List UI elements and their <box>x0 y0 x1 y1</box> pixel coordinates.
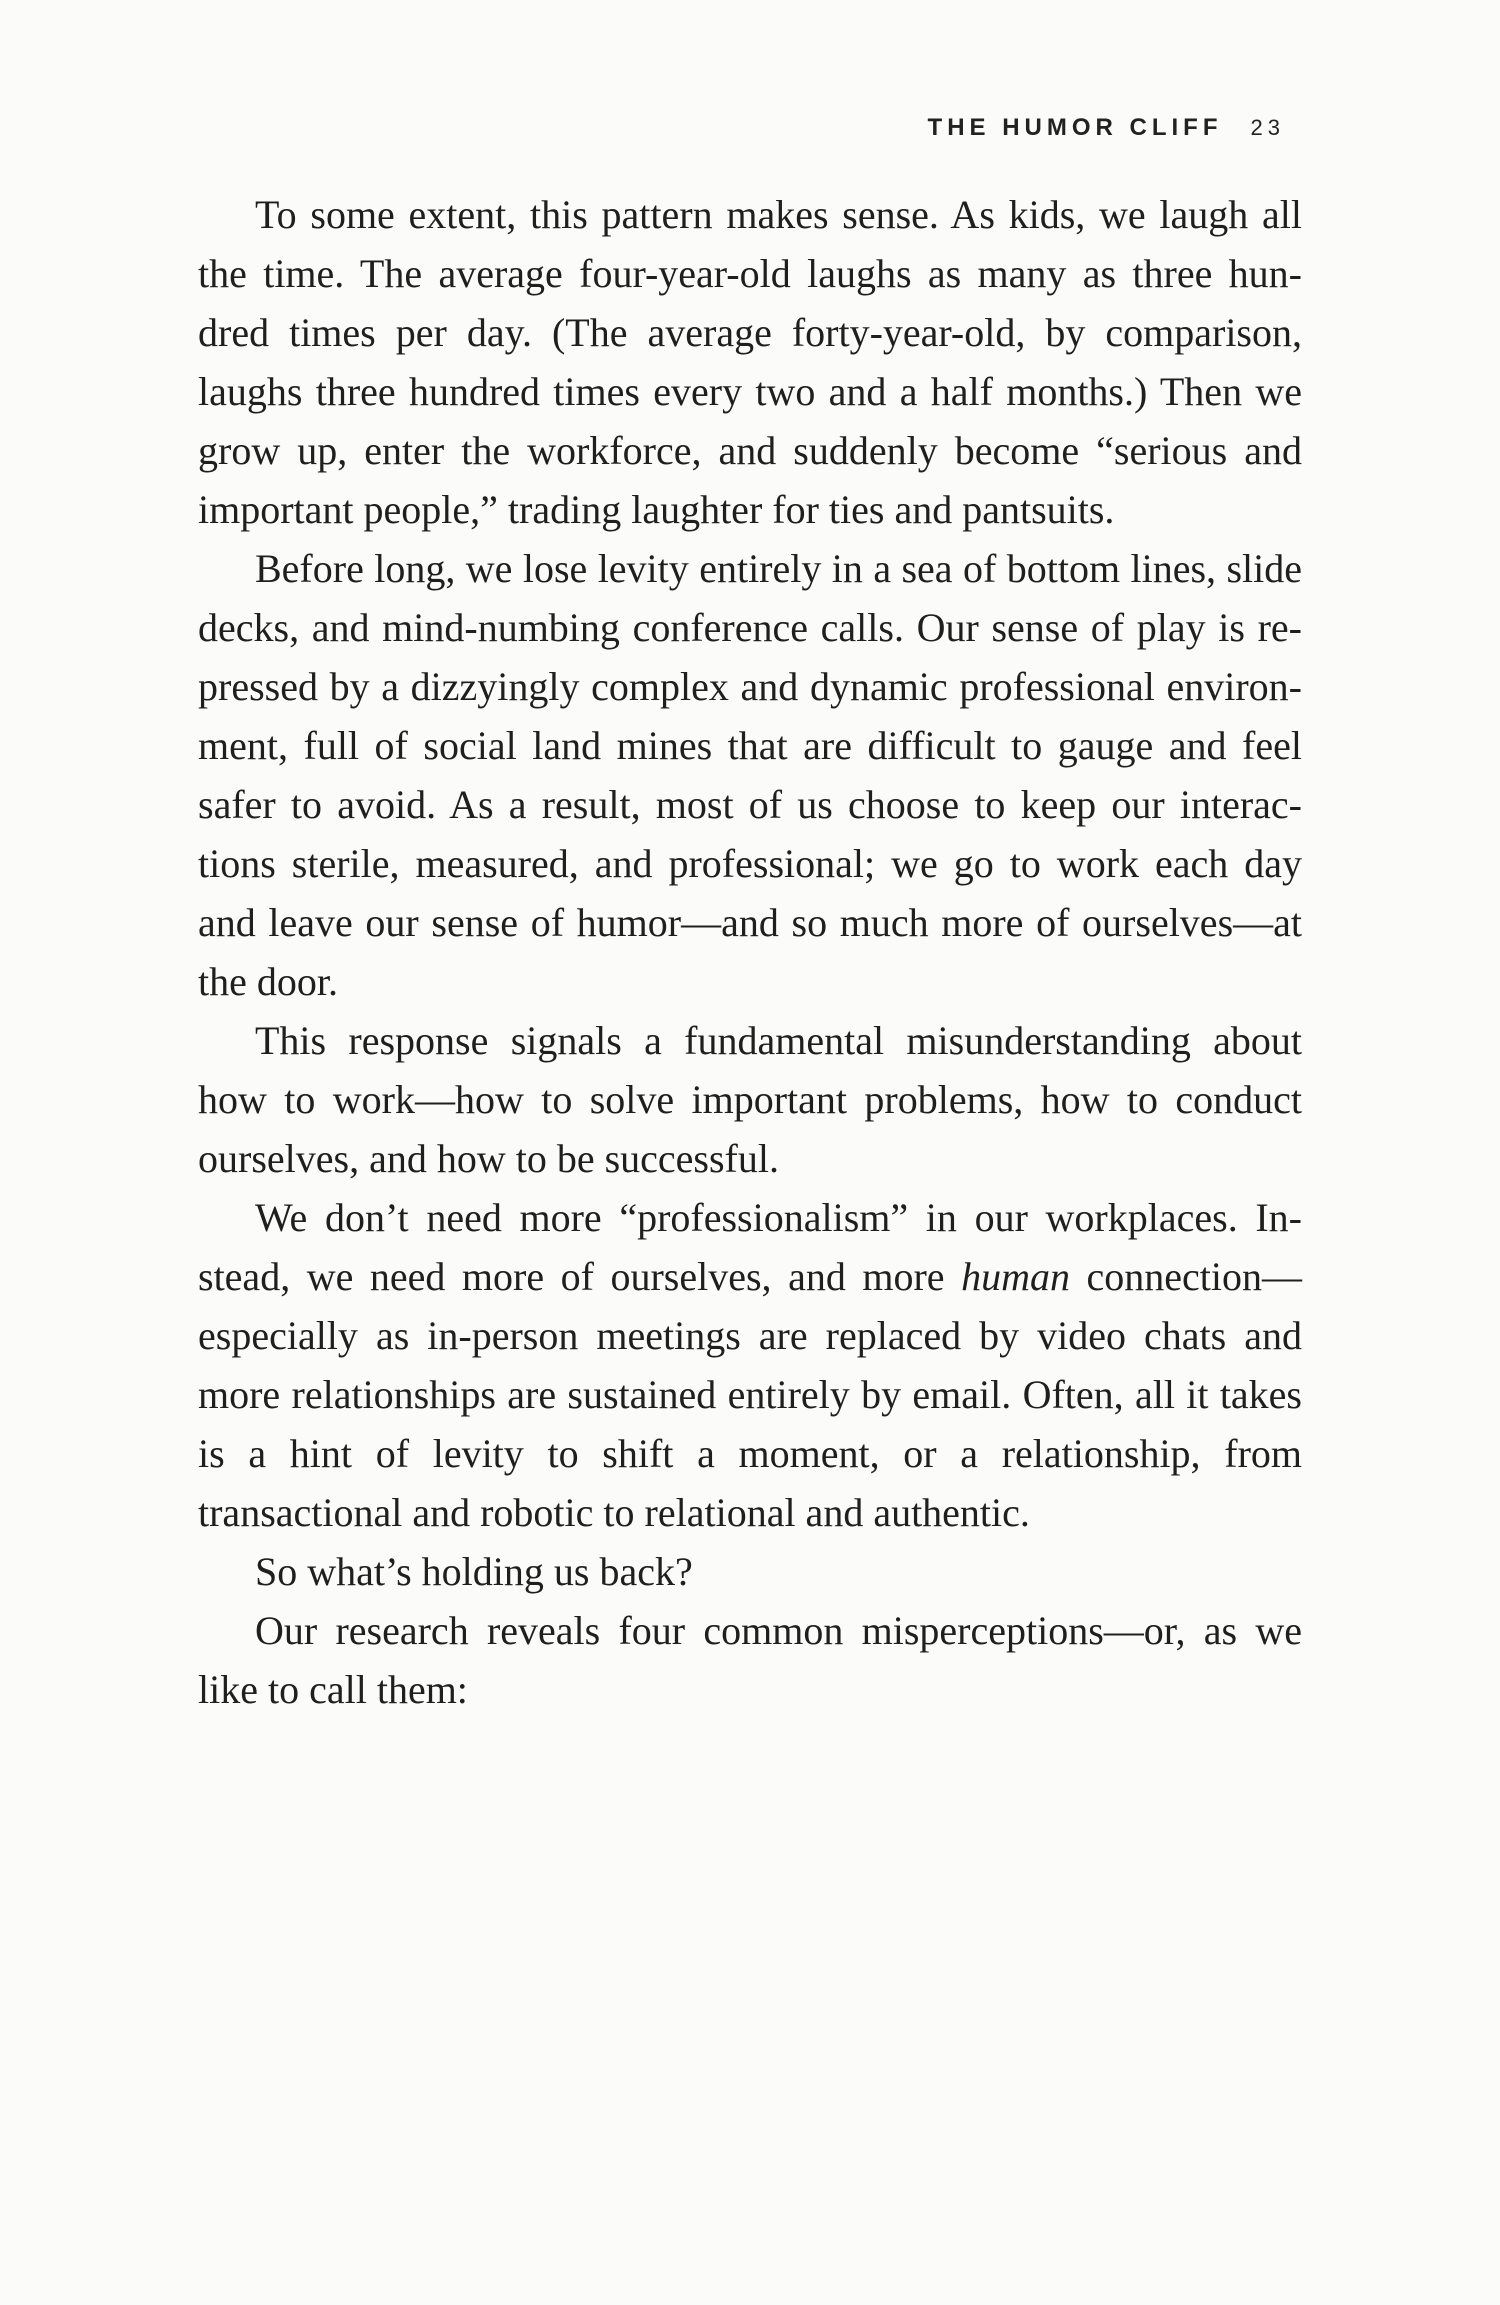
running-title: THE HUMOR CLIFF <box>927 114 1223 141</box>
paragraph-4-before-emphasis: We don’t need more “professionalism” in our workplaces. In-stead, we need more of ourselves, and more <box>198 1195 1302 1299</box>
paragraph-1: To some extent, this pattern makes sense. As kids, we laugh all the time. The average four-year-old laughs as many as three hun-dred times per day. (The average forty-year-old, by comparison, laughs three hundred times every two and a half months.) Then we grow up, enter the workforce, and suddenly become “serious and important people,” trading laughter for ties and pantsuits. <box>198 192 1302 532</box>
body-text <box>198 185 1302 1719</box>
page-number: 23 <box>1250 115 1285 140</box>
emphasized-word: human <box>961 1254 1070 1299</box>
paragraph-2: Before long, we lose levity entirely in a sea of bottom lines, slide decks, and mind-numbing conference calls. Our sense of play is re-pressed by a dizzyingly complex and dynamic professional environ-ment, full of social land mines that are difficult to gauge and feel safer to avoid. As a result, most of us choose to keep our interac-tions sterile, measured, and professional; we go to work each day and leave our sense of humor—and so much more of ourselves—at the door. <box>198 546 1302 1004</box>
paragraph-3: This response signals a fundamental misunderstanding about how to work—how to solve important problems, how to conduct ourselves, and how to be successful. <box>198 1018 1302 1181</box>
running-header <box>928 114 1285 142</box>
paragraph-6: Our research reveals four common misperceptions—or, as we like to call them: <box>198 1608 1302 1712</box>
paragraph-4-after-emphasis: connection—especially as in-person meetings are replaced by video chats and more relationships are sustained entirely by email. Often, all it takes is a hint of levity to shift a moment, or a relationship, from transactional and robotic to relational and authentic. <box>198 1254 1303 1535</box>
paragraph-5: So what’s holding us back? <box>255 1549 693 1594</box>
paragraph-4 <box>198 1188 1302 1542</box>
